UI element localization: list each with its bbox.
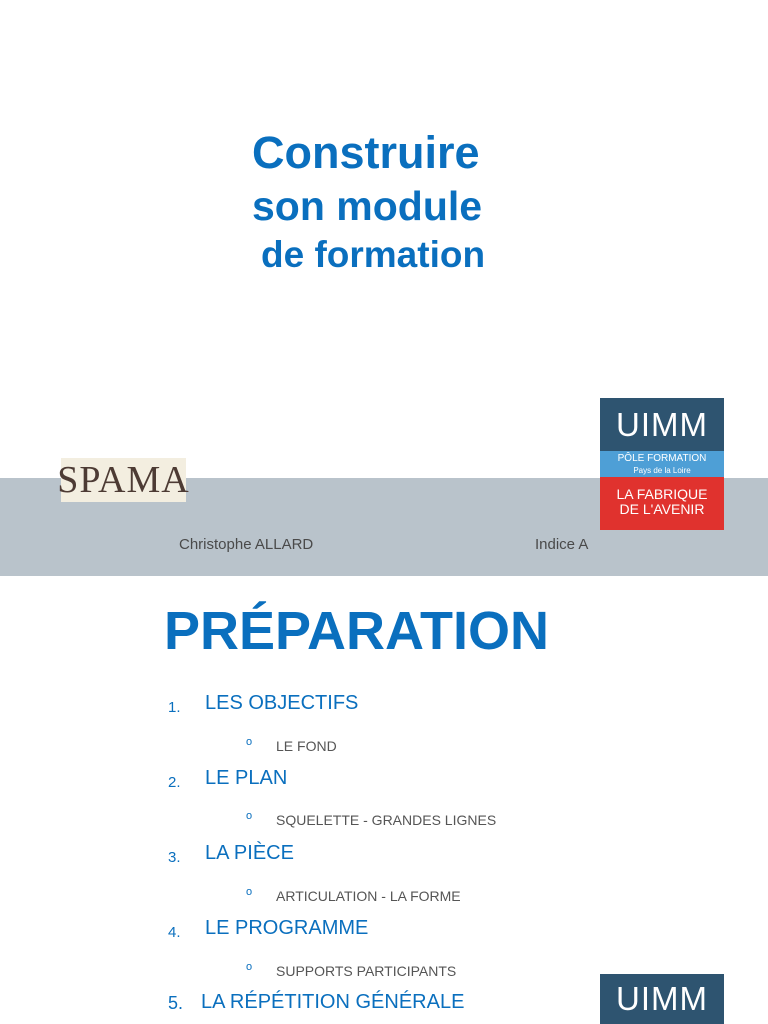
sub-item-label: ARTICULATION - LA FORME bbox=[276, 888, 461, 904]
sub-item-label: SQUELETTE - GRANDES LIGNES bbox=[276, 812, 497, 828]
uimm-logo: UIMM bbox=[600, 974, 724, 1024]
uimm-logo-name: UIMM bbox=[600, 398, 724, 451]
uimm-pole-text: PÔLE FORMATION bbox=[617, 453, 707, 464]
list-item-number: 2. bbox=[168, 774, 181, 791]
uimm-logo-pole bbox=[600, 451, 724, 477]
preparation-slide bbox=[0, 576, 768, 1024]
uimm-logo bbox=[600, 398, 724, 530]
title-line-1: Construire bbox=[252, 127, 480, 178]
list-item-label: LA PIÈCE bbox=[205, 842, 294, 864]
list-item-label: LA RÉPÉTITION GÉNÉRALE bbox=[201, 991, 465, 1013]
preparation-title: PRÉPARATION bbox=[164, 601, 550, 661]
uimm-slogan-line-2: DE L'AVENIR bbox=[619, 501, 705, 517]
list-item-number: 1. bbox=[168, 699, 181, 716]
list-item-label: LES OBJECTIFS bbox=[205, 692, 359, 714]
document-index: Indice A bbox=[535, 536, 589, 553]
spama-logo-text: SPAMA bbox=[57, 459, 190, 501]
list-item-label: LE PLAN bbox=[205, 767, 288, 789]
uimm-region-text: Pays de la Loire bbox=[633, 466, 691, 475]
title-line-2: son module bbox=[252, 183, 483, 229]
title-line-3: de formation bbox=[261, 234, 486, 275]
bullet-icon: o bbox=[246, 961, 253, 973]
sub-item-label: LE FOND bbox=[276, 738, 337, 754]
list-item-number: 5. bbox=[168, 993, 184, 1013]
list-item-number: 3. bbox=[168, 849, 181, 866]
spama-logo bbox=[57, 458, 190, 502]
bullet-icon: o bbox=[246, 736, 253, 748]
bullet-icon: o bbox=[246, 810, 253, 822]
uimm-logo-slogan bbox=[600, 477, 724, 530]
bullet-icon: o bbox=[246, 886, 253, 898]
list-item-number: 4. bbox=[168, 924, 181, 941]
list-item-label: LE PROGRAMME bbox=[205, 917, 369, 939]
uimm-slogan-line-1: LA FABRIQUE bbox=[616, 486, 708, 502]
sub-item-label: SUPPORTS PARTICIPANTS bbox=[276, 963, 457, 979]
author-name: Christophe ALLARD bbox=[179, 536, 314, 553]
